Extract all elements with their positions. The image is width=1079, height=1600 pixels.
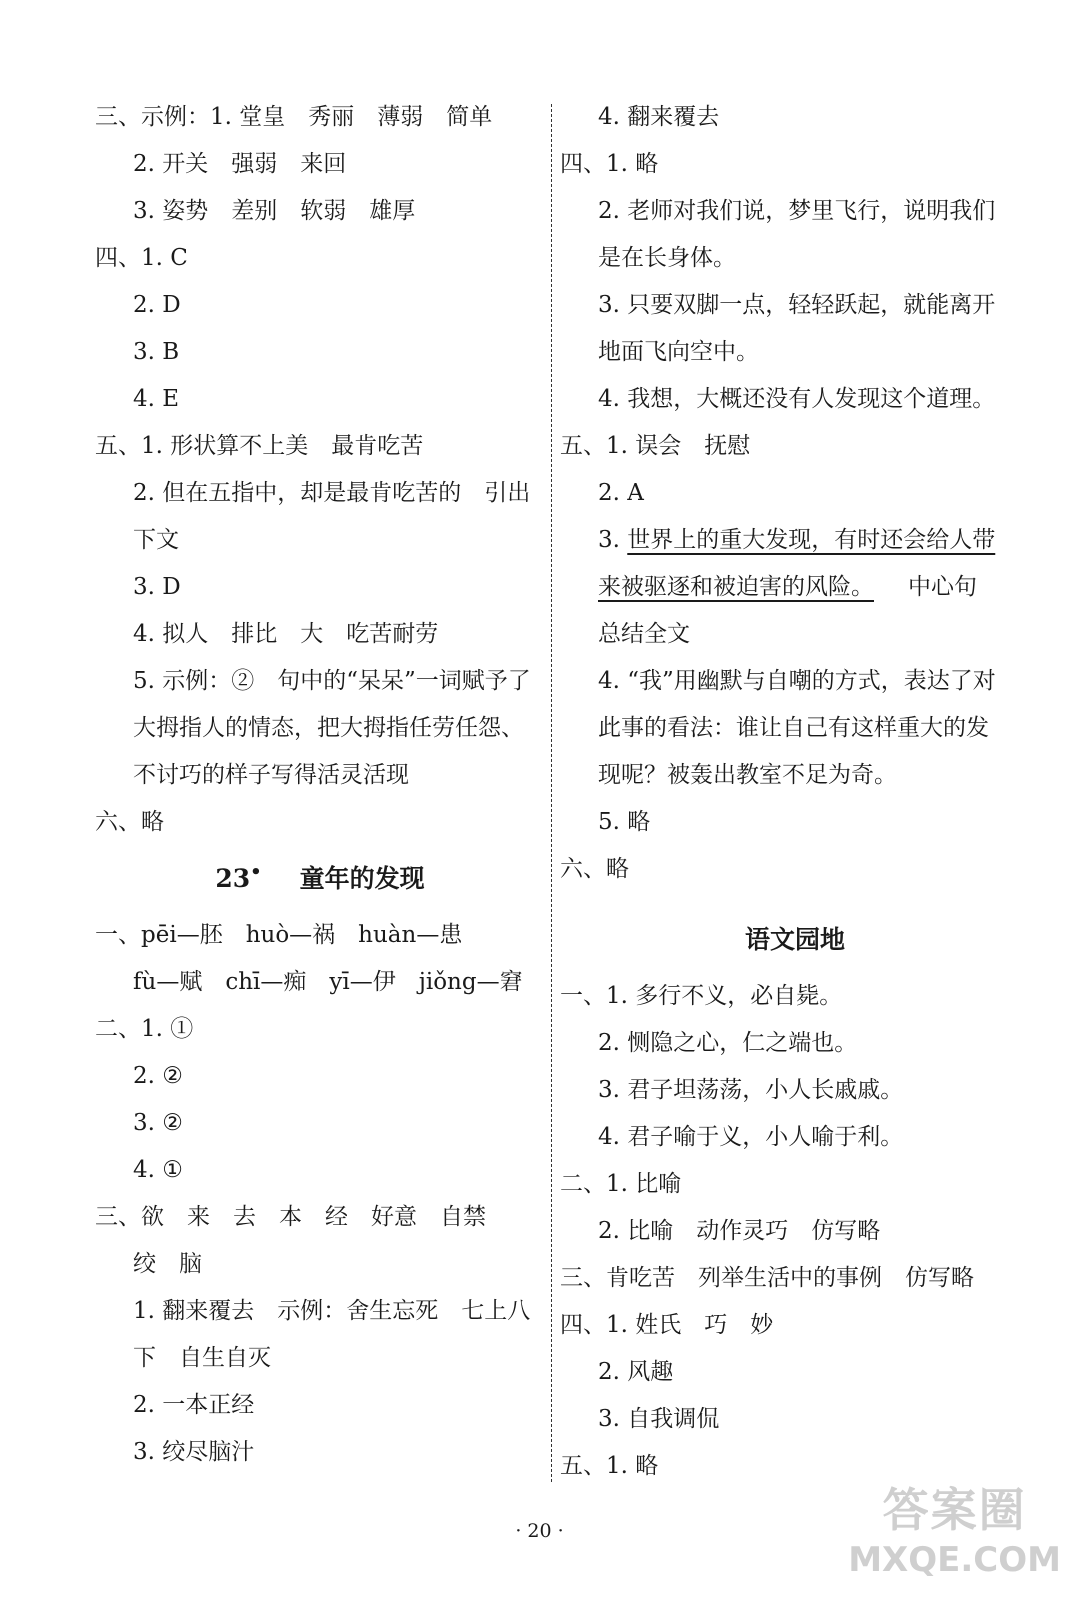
answer-line: 五、1. 略 <box>560 1453 659 1479</box>
answer-line <box>560 517 1030 564</box>
answer-line: 二、1. 比喻 <box>560 1171 682 1197</box>
answer-line: 4. 翻来覆去 <box>598 104 720 130</box>
answer-line: 5. 略 <box>598 809 651 835</box>
answer-line: 四、1. 姓氏 巧 妙 <box>560 1312 774 1338</box>
answer-line: 三、肯吃苦 列举生活中的事例 仿写略 <box>560 1265 974 1291</box>
answer-line: 5. 示例：② 句中的“呆呆”一词赋予了 <box>133 668 531 694</box>
answer-line: 2. 风趣 <box>598 1359 674 1385</box>
answer-line: 一、1. 多行不义，必自毙。 <box>560 983 843 1009</box>
answer-line: 不讨巧的样子写得活灵活现 <box>133 762 409 788</box>
underlined-answer: 世界上的重大发现，有时还会给人带 <box>627 527 996 553</box>
answer-line: 六、略 <box>95 809 164 835</box>
answer-line: 4. 我想，大概还没有人发现这个道理。 <box>598 386 996 412</box>
answer-line: 3. D <box>133 574 181 600</box>
answer-line: 2. ② <box>133 1063 183 1089</box>
answer-line: 六、略 <box>560 856 629 882</box>
answer-line: 绞 脑 <box>133 1251 202 1277</box>
answer-line: 2. 开关 强弱 来回 <box>133 151 347 177</box>
answer-line: 2. 老师对我们说，梦里飞行，说明我们 <box>598 198 996 224</box>
answer-line: 大拇指人的情态，把大拇指任劳任怨、 <box>133 715 524 741</box>
answer-line: 四、1. C <box>95 245 188 271</box>
lesson-number: 23 <box>215 864 251 893</box>
answer-line: 3. ② <box>133 1110 183 1136</box>
lesson-title <box>95 846 545 912</box>
answer-line: 4. 拟人 排比 大 吃苦耐劳 <box>133 621 439 647</box>
answer-prefix: 3. <box>598 527 628 553</box>
answer-line: 3. 姿势 差别 软弱 雄厚 <box>133 198 416 224</box>
column-divider <box>551 104 552 1482</box>
answer-line: 2. A <box>598 480 644 506</box>
watermark-logo <box>848 1474 1061 1580</box>
page-number: · 20 · <box>515 1520 564 1542</box>
answer-line: 2. 恻隐之心，仁之端也。 <box>598 1030 858 1056</box>
answer-line: 2. 但在五指中，却是最肯吃苦的 引出 <box>133 480 531 506</box>
answer-line: 2. D <box>133 292 181 318</box>
answer-line: 三、示例：1. 堂皇 秀丽 薄弱 简单 <box>95 104 493 130</box>
answer-line: 4. E <box>133 386 180 412</box>
answer-line: 3. 绞尽脑汁 <box>133 1439 255 1465</box>
answer-line: 4. “我”用幽默与自嘲的方式，表达了对 <box>598 668 996 694</box>
answer-line: 4. 君子喻于义，小人喻于利。 <box>598 1124 904 1150</box>
answer-line: 3. 君子坦荡荡，小人长戚戚。 <box>598 1077 904 1103</box>
answer-line: 1. 翻来覆去 示例：舍生忘死 七上八 <box>133 1298 531 1324</box>
answer-line: 二、1. ① <box>95 1016 194 1042</box>
answer-line: 是在长身体。 <box>598 245 736 271</box>
watermark-text: 答案圈 <box>882 1483 1027 1537</box>
answer-line: 现呢？被轰出教室不足为奇。 <box>598 762 897 788</box>
answer-line: 3. 只要双脚一点，轻轻跃起，就能离开 <box>598 292 996 318</box>
answer-line: 2. 比喻 动作灵巧 仿写略 <box>598 1218 881 1244</box>
lesson-dot: • <box>250 862 262 883</box>
answer-line <box>560 564 1030 611</box>
underlined-answer: 来被驱逐和被迫害的风险。 <box>598 574 874 600</box>
answer-line: 四、1. 略 <box>560 151 659 177</box>
left-column <box>95 94 545 1476</box>
answer-line: 4. ① <box>133 1157 183 1183</box>
answer-line: 地面飞向空中。 <box>598 339 759 365</box>
answer-line: fù—赋 chī—痴 yī—伊 jiǒng—窘 <box>133 969 523 995</box>
answer-line: 2. 一本正经 <box>133 1392 255 1418</box>
right-column <box>560 94 1030 1490</box>
answer-line: 五、1. 形状算不上美 最肯吃苦 <box>95 433 424 459</box>
answer-line: 下 自生自灭 <box>133 1345 271 1371</box>
answer-note: 中心句 <box>908 574 977 600</box>
answer-line: 此事的看法：谁让自己有这样重大的发 <box>598 715 989 741</box>
answer-line: 一、pēi—胚 huò—祸 huàn—患 <box>95 922 463 948</box>
answer-line: 三、欲 来 去 本 经 好意 自禁 <box>95 1204 486 1230</box>
answer-line: 下文 <box>133 527 179 553</box>
section-title: 语文园地 <box>744 925 845 954</box>
lesson-name: 童年的发现 <box>299 864 425 893</box>
answer-line: 3. 自我调侃 <box>598 1406 720 1432</box>
answer-line: 3. B <box>133 339 180 365</box>
answer-line: 五、1. 误会 抚慰 <box>560 433 751 459</box>
answer-line: 总结全文 <box>598 621 690 647</box>
watermark-url: MXQE.COM <box>848 1540 1061 1580</box>
